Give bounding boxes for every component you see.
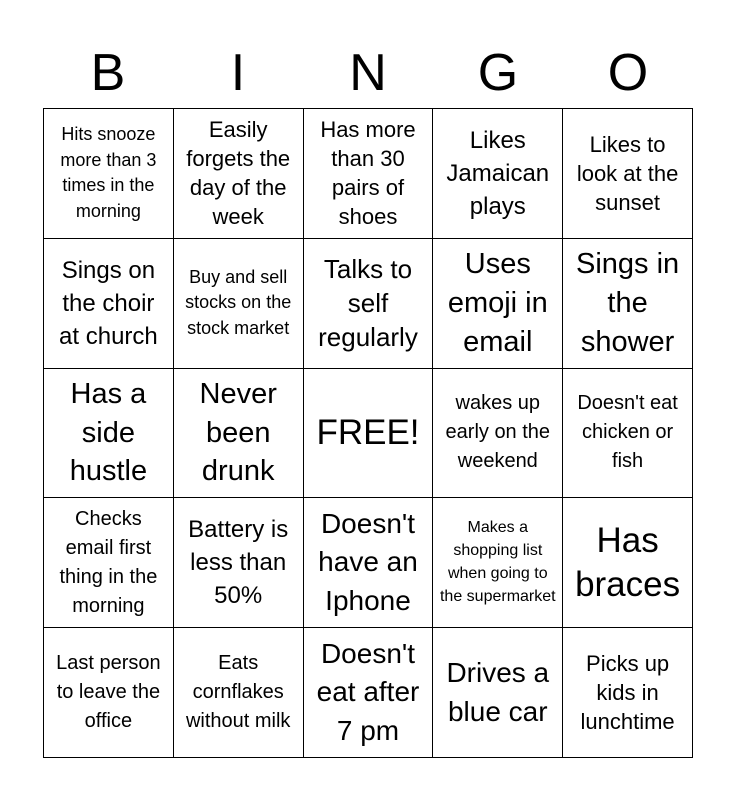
header-letter-o: O <box>607 44 649 102</box>
bingo-cell-r5-c3[interactable]: Doesn't eat after 7 pm <box>304 628 434 758</box>
free-space-cell[interactable]: FREE! <box>304 369 434 499</box>
bingo-cell-r3-c5[interactable]: Doesn't eat chicken or fish <box>563 369 693 499</box>
bingo-cell-r5-c5[interactable]: Picks up kids in lunchtime <box>563 628 693 758</box>
bingo-cell-r5-c2[interactable]: Eats cornflakes without milk <box>174 628 304 758</box>
bingo-cell-r4-c4[interactable]: Makes a shopping list when going to the supermarket <box>433 498 563 628</box>
bingo-cell-r5-c1[interactable]: Last person to leave the office <box>44 628 174 758</box>
bingo-cell-r1-c1[interactable]: Hits snooze more than 3 times in the morning <box>44 109 174 239</box>
header-letter-n: N <box>349 44 387 102</box>
bingo-header <box>43 38 693 108</box>
bingo-cell-r2-c2[interactable]: Buy and sell stocks on the stock market <box>174 239 304 369</box>
bingo-cell-r2-c4[interactable]: Uses emoji in email <box>433 239 563 369</box>
header-letter-g: G <box>477 44 519 102</box>
header-letter-b: B <box>90 44 126 102</box>
bingo-cell-r2-c5[interactable]: Sings in the shower <box>563 239 693 369</box>
bingo-cell-r3-c4[interactable]: wakes up early on the weekend <box>433 369 563 499</box>
bingo-cell-r4-c1[interactable]: Checks email first thing in the morning <box>44 498 174 628</box>
bingo-cell-r2-c1[interactable]: Sings on the choir at church <box>44 239 174 369</box>
bingo-board <box>43 108 693 758</box>
bingo-cell-r1-c3[interactable]: Has more than 30 pairs of shoes <box>304 109 434 239</box>
bingo-cell-r2-c3[interactable]: Talks to self regularly <box>304 239 434 369</box>
bingo-cell-r3-c1[interactable]: Has a side hustle <box>44 369 174 499</box>
bingo-cell-r1-c2[interactable]: Easily forgets the day of the week <box>174 109 304 239</box>
bingo-cell-r3-c2[interactable]: Never been drunk <box>174 369 304 499</box>
bingo-cell-r1-c4[interactable]: Likes Jamaican plays <box>433 109 563 239</box>
bingo-cell-r1-c5[interactable]: Likes to look at the sunset <box>563 109 693 239</box>
bingo-cell-r4-c3[interactable]: Doesn't have an Iphone <box>304 498 434 628</box>
bingo-cell-r5-c4[interactable]: Drives a blue car <box>433 628 563 758</box>
bingo-cell-r4-c5[interactable]: Has braces <box>563 498 693 628</box>
header-letter-i: I <box>230 44 246 102</box>
bingo-cell-r4-c2[interactable]: Battery is less than 50% <box>174 498 304 628</box>
